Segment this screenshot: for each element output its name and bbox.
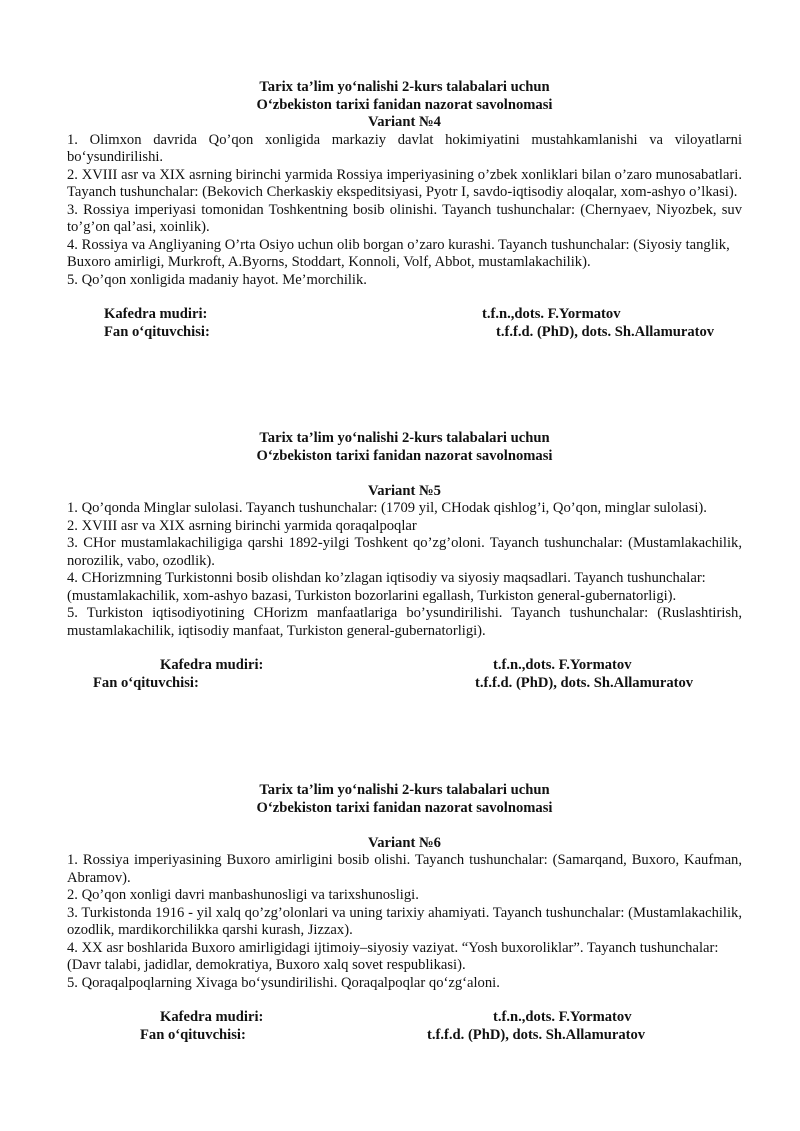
header-line-1: Tarix ta’lim yo‘nalishi 2-kurs talabalari uchun	[259, 79, 550, 95]
signature-block	[67, 657, 742, 692]
teacher-label: Fan o‘qituvchisi:	[140, 1026, 246, 1043]
variant-5-section	[67, 430, 742, 692]
question-4: 4. XX asr boshlarida Buxoro amirligidagi ijtimoiy–siyosiy vaziyat. “Yosh buxoroliklar”. Tayanch tushunchalar: (Davr talabi, jadidlar, demokratiya, Buxoro xalq sovet respublikasi).	[67, 939, 719, 973]
teacher-label: Fan o‘qituvchisi:	[104, 323, 210, 340]
question-4: 4. Rossiya va Angliyaning O’rta Osiyo uchun olib borgan o’zaro kurashi. Tayanch tushunchalar: (Siyosiy tanglik, Buxoro amirligi, Murkroft, A.Byorns, Stoddart, Konnoli, Volf, Abbot, mustamlakachilik).	[67, 236, 730, 270]
kafedra-name: t.f.n.,dots. F.Yormatov	[493, 1009, 632, 1025]
question-1: 1. Olimxon davrida Qo’qon xonligida markaziy davlat hokimiyatini mustahkamlanishi va viloyatlarni bo‘ysundirilishi.	[67, 131, 742, 165]
variant-6-section	[67, 782, 742, 1044]
question-1: 1. Qo’qonda Minglar sulolasi. Tayanch tushunchalar: (1709 yil, CHodak qishlog’i, Qo’qon, minglar sulolasi).	[67, 500, 707, 516]
question-3: 3. Turkistonda 1916 - yil xalq qo’zg’olonlari va uning tarixiy ahamiyati. Tayanch tushunchalar: (Mustamlakachilik, ozodlik, mardikorchilikka qarshi kurash, Jizzax).	[67, 904, 742, 938]
question-4: 4. CHorizmning Turkistonni bosib olishdan ko’zlagan iqtisodiy va siyosiy maqsadlari. Tayanch tushunchalar: (mustamlakachilik, xom-ashyo bazasi, Turkiston bozorlarini egallash, Turkiston general-gubernatorligi).	[67, 570, 706, 604]
question-3: 3. Rossiya imperiyasi tomonidan Toshkentning bosib olinishi. Tayanch tushunchalar: (Chernyaev, Niyozbek, suv to’g’on qal’asi, xoinlik).	[67, 201, 742, 235]
question-2: 2. XVIII asr va XIX asrning birinchi yarmida qoraqalpoqlar	[67, 517, 417, 534]
header-line-1: Tarix ta’lim yo‘nalishi 2-kurs talabalari uchun	[259, 430, 550, 446]
variant-4-section	[67, 79, 742, 341]
kafedra-label: Kafedra mudiri:	[160, 1009, 264, 1025]
question-1: 1. Rossiya imperiyasining Buxoro amirligini bosib olishi. Tayanch tushunchalar: (Samarqand, Buxoro, Kaufman, Abramov).	[67, 852, 742, 886]
question-2: 2. Qo’qon xonligi davri manbashunosligi va tarixshunosligi.	[67, 887, 419, 903]
variant-title: Variant №4	[368, 114, 441, 130]
kafedra-label: Kafedra mudiri:	[104, 306, 208, 322]
header-line-2: O‘zbekiston tarixi fanidan nazorat savolnomasi	[256, 447, 553, 464]
header-line-2: O‘zbekiston tarixi fanidan nazorat savolnomasi	[256, 96, 553, 113]
teacher-name: t.f.f.d. (PhD), dots. Sh.Allamuratov	[496, 323, 715, 340]
signature-block	[67, 1009, 742, 1044]
kafedra-label: Kafedra mudiri:	[160, 657, 264, 673]
kafedra-name: t.f.n.,dots. F.Yormatov	[482, 306, 621, 322]
variant-title: Variant №5	[368, 482, 441, 499]
question-5: 5. Qoraqalpoqlarning Xivaga bo‘ysundirilishi. Qoraqalpoqlar qo‘zg‘aloni.	[67, 974, 500, 991]
header-line-1: Tarix ta’lim yo‘nalishi 2-kurs talabalari uchun	[259, 782, 550, 798]
teacher-name: t.f.f.d. (PhD), dots. Sh.Allamuratov	[475, 674, 694, 691]
kafedra-name: t.f.n.,dots. F.Yormatov	[493, 657, 632, 673]
question-5: 5. Qo’qon xonligida madaniy hayot. Me’morchilik.	[67, 271, 367, 288]
header-line-2: O‘zbekiston tarixi fanidan nazorat savolnomasi	[256, 799, 553, 816]
question-2: 2. XVIII asr va XIX asrning birinchi yarmida Rossiya imperiyasining o’zbek xonliklari bilan o’zaro munosabatlari. Tayanch tushunchalar: (Bekovich Cherkaskiy ekspeditsiyasi, Pyotr I, savdo-iqtisodiy aloqalar, xom-ashyo o’lkasi).	[67, 166, 742, 200]
signature-block	[67, 306, 742, 341]
variant-title: Variant №6	[368, 834, 441, 851]
teacher-label: Fan o‘qituvchisi:	[93, 674, 199, 691]
teacher-name: t.f.f.d. (PhD), dots. Sh.Allamuratov	[427, 1026, 646, 1043]
question-5: 5. Turkiston iqtisodiyotining CHorizm manfaatlariga bo’ysundirilishi. Tayanch tushunchalar: (Ruslashtirish, mustamlakachilik, iqtisodiy manfaat, Turkiston general-gubernatorligi).	[67, 605, 742, 639]
question-3: 3. CHor mustamlakachiligiga qarshi 1892-yilgi Toshkent qo’zg’oloni. Tayanch tushunchalar: (Mustamlakachilik, norozilik, vabo, ozodlik).	[67, 535, 742, 569]
